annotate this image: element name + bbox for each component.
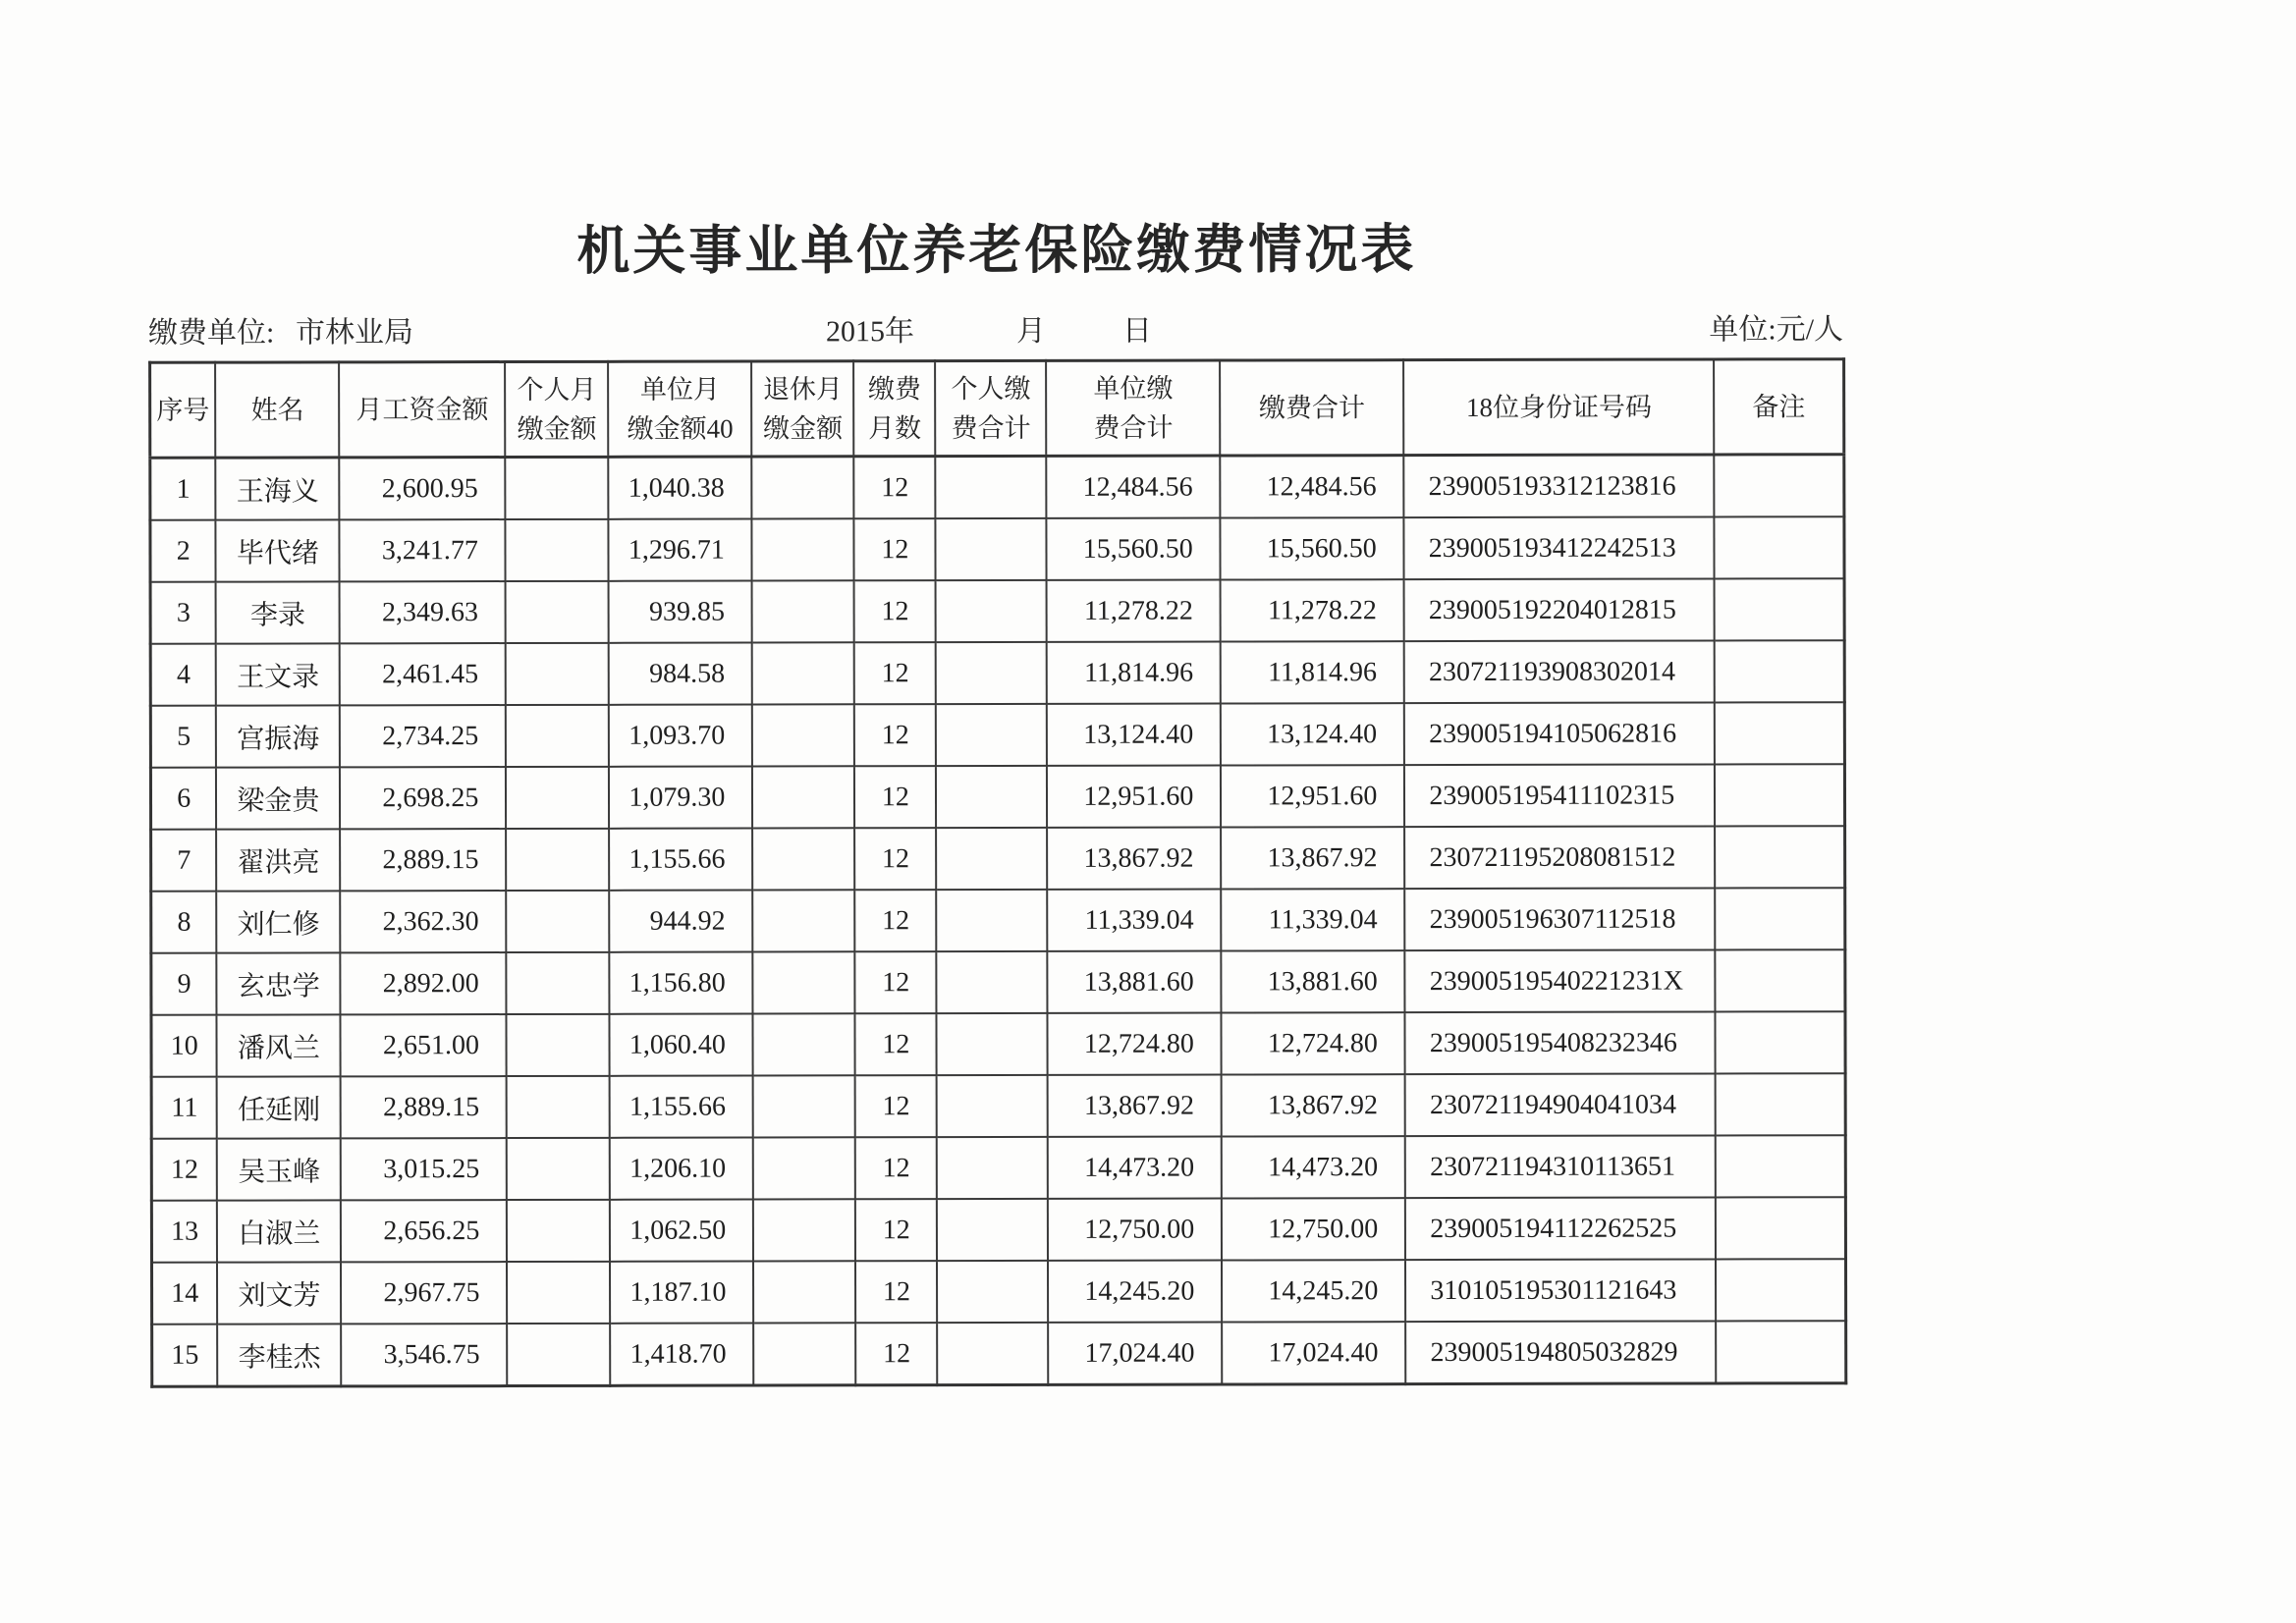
table-cell: 23900519540221231X: [1405, 950, 1716, 1013]
table-cell: 13,881.60: [1222, 950, 1405, 1012]
col-header-personal-total: 个人缴 费合计: [935, 360, 1046, 456]
table-row: [150, 702, 1844, 768]
table-row: [150, 640, 1844, 706]
table-cell: 939.85: [609, 581, 752, 643]
col-header-unit-monthly: 单位月 缴金额40: [609, 361, 752, 457]
table-cell: 吴玉峰: [217, 1138, 341, 1200]
table-cell: 1,418.70: [611, 1324, 754, 1386]
table-cell: [752, 704, 854, 766]
table-cell: [1715, 516, 1844, 578]
table-cell: 13,124.40: [1221, 703, 1404, 765]
table-cell: 984.58: [609, 643, 752, 705]
table-cell: 1,296.71: [609, 519, 752, 581]
table-cell: 13,867.92: [1048, 1075, 1222, 1137]
table-cell: 12: [856, 1323, 938, 1385]
table-row: [151, 1197, 1845, 1263]
table-cell: 1,060.40: [610, 1014, 753, 1076]
table-cell: [936, 704, 1047, 766]
table-cell: 3,015.25: [341, 1138, 507, 1200]
table-cell: [1716, 1135, 1845, 1197]
table-cell: [752, 828, 854, 890]
table-cell: 12,951.60: [1047, 766, 1221, 828]
table-cell: 2: [150, 520, 216, 582]
table-cell: 1,156.80: [610, 952, 753, 1014]
table-cell: 1,155.66: [610, 1076, 753, 1138]
table-cell: 12,724.80: [1048, 1013, 1222, 1075]
table-cell: [1716, 1321, 1845, 1383]
date-day: 日: [1121, 314, 1153, 348]
table-row: [151, 826, 1845, 892]
table-cell: 2,600.95: [340, 458, 506, 520]
table-cell: [752, 642, 854, 704]
table-cell: 3,241.77: [340, 519, 506, 581]
table-cell: 11,339.04: [1222, 889, 1405, 950]
table-cell: 10: [151, 1015, 217, 1077]
table-body: [150, 455, 1846, 1387]
table-cell: 1,206.10: [610, 1138, 753, 1200]
col-header-monthly-salary: 月工资金额: [339, 362, 505, 458]
table-cell: [937, 1075, 1048, 1137]
table-cell: [507, 952, 610, 1014]
table-cell: [506, 581, 609, 643]
table-cell: [753, 1075, 855, 1137]
table-cell: 17,024.40: [1222, 1322, 1405, 1384]
table-cell: 239005192204012815: [1404, 579, 1715, 642]
table-cell: 15: [152, 1325, 218, 1387]
table-cell: 239005193312123816: [1404, 455, 1715, 517]
table-cell: 12,484.56: [1047, 456, 1221, 518]
table-cell: [752, 457, 854, 519]
table-cell: 2,892.00: [341, 952, 507, 1014]
table-row: [151, 1011, 1845, 1077]
table-cell: 刘文芳: [217, 1262, 341, 1324]
table-cell: 13: [151, 1201, 217, 1263]
table-cell: [1715, 640, 1844, 702]
table-cell: [752, 518, 854, 580]
table-cell: 6: [150, 768, 216, 830]
table-cell: 12,951.60: [1221, 765, 1404, 827]
table-cell: 2,461.45: [340, 643, 506, 705]
table-cell: 310105195301121643: [1405, 1260, 1716, 1323]
table-cell: [1716, 1259, 1845, 1321]
table-cell: [936, 518, 1047, 580]
table-cell: 239005195411102315: [1404, 765, 1715, 828]
table-cell: 12: [855, 1199, 937, 1261]
table-row: [150, 516, 1844, 582]
table-cell: 任延刚: [217, 1076, 341, 1138]
table-cell: [506, 705, 609, 767]
table-cell: [506, 767, 609, 829]
table-cell: 239005194112262525: [1405, 1198, 1716, 1261]
table-cell: [753, 1323, 855, 1385]
table-cell: [1716, 1197, 1845, 1259]
table-cell: 13,867.92: [1047, 828, 1221, 890]
table-cell: [936, 766, 1047, 828]
table-cell: 12: [854, 457, 936, 519]
table-cell: [1715, 455, 1844, 517]
table-cell: 239005196307112518: [1404, 889, 1715, 951]
table-cell: [753, 951, 855, 1013]
table-cell: 7: [151, 830, 217, 892]
table-cell: 梁金贵: [216, 767, 340, 829]
table-cell: [1716, 888, 1845, 949]
table-cell: 1,079.30: [609, 767, 752, 829]
table-cell: [937, 951, 1048, 1013]
table-cell: [936, 642, 1047, 704]
table-cell: 宫振海: [216, 705, 340, 767]
table-cell: 14: [151, 1263, 217, 1325]
table-cell: 玄忠学: [217, 952, 341, 1014]
table-cell: 1,155.66: [610, 829, 753, 891]
table-cell: [507, 1262, 610, 1324]
col-header-retire-monthly: 退休月 缴金额: [751, 361, 853, 457]
table-cell: [507, 891, 610, 952]
table-cell: 12,724.80: [1222, 1012, 1405, 1074]
table-cell: 11,814.96: [1221, 641, 1404, 703]
table-cell: [506, 457, 609, 519]
table-cell: 12: [854, 518, 936, 580]
table-cell: [508, 1324, 611, 1386]
table-cell: [506, 519, 609, 581]
table-row: [151, 1135, 1845, 1201]
table-cell: 1: [150, 458, 216, 520]
table-cell: [1715, 764, 1844, 826]
table-row: [151, 949, 1845, 1015]
table-cell: [507, 1076, 610, 1138]
table-cell: 11,278.22: [1221, 579, 1404, 641]
table-cell: 14,245.20: [1048, 1261, 1222, 1323]
table-cell: 12: [855, 1261, 937, 1323]
table-cell: 1,040.38: [609, 457, 752, 519]
table-cell: [1715, 702, 1844, 764]
table-cell: 5: [150, 706, 216, 768]
table-cell: 王海义: [216, 458, 340, 520]
table-cell: 1,093.70: [609, 705, 752, 767]
table-cell: [752, 580, 854, 642]
table-cell: 1,062.50: [610, 1200, 753, 1262]
col-header-remarks: 备注: [1714, 359, 1843, 455]
table-cell: 4: [150, 644, 216, 706]
table-cell: 王文录: [216, 643, 340, 705]
table-cell: [506, 829, 609, 891]
table-cell: 11,814.96: [1047, 642, 1221, 704]
payer-unit-label: 缴费单位:: [147, 316, 275, 350]
table-cell: 2,349.63: [340, 581, 506, 643]
table-row: [150, 455, 1844, 520]
table-row: [151, 1073, 1845, 1139]
table-row: [151, 1259, 1845, 1325]
table-cell: [753, 1261, 855, 1323]
col-header-payment-total: 缴费合计: [1220, 360, 1403, 456]
table-row: [151, 888, 1845, 953]
table-cell: [936, 456, 1047, 518]
table-cell: 2,651.00: [341, 1014, 507, 1076]
table-cell: 刘仁修: [217, 891, 341, 952]
col-header-unit-total: 单位缴 费合计: [1046, 360, 1220, 456]
meta-row: [148, 304, 1845, 355]
table-cell: 12: [855, 890, 937, 951]
table-header: [150, 359, 1844, 459]
table-cell: 230721194904041034: [1405, 1074, 1716, 1137]
table-cell: [937, 1013, 1048, 1075]
table-cell: 毕代绪: [216, 519, 340, 581]
table-cell: [506, 643, 609, 705]
table-cell: 239005195408232346: [1405, 1012, 1716, 1075]
col-header-months: 缴费 月数: [853, 361, 935, 457]
table-cell: 239005193412242513: [1404, 517, 1715, 580]
table-cell: [936, 580, 1047, 642]
table-cell: 白淑兰: [217, 1200, 341, 1262]
table-cell: [937, 890, 1048, 951]
table-cell: 2,656.25: [341, 1200, 507, 1262]
table-cell: 潘风兰: [217, 1014, 341, 1076]
col-header-id-number: 18位身份证号码: [1403, 359, 1714, 456]
table-cell: 2,889.15: [340, 829, 506, 891]
table-cell: 944.92: [610, 891, 753, 952]
table-cell: [937, 1137, 1048, 1199]
table-cell: [937, 1261, 1048, 1323]
table-cell: 15,560.50: [1047, 518, 1221, 580]
date-month: 月: [1015, 314, 1047, 349]
table-cell: 1,187.10: [610, 1262, 753, 1324]
table-cell: 12,750.00: [1222, 1198, 1405, 1260]
table-cell: 12: [151, 1139, 217, 1201]
table-cell: 13,867.92: [1221, 827, 1404, 889]
table-cell: [936, 828, 1047, 890]
page-title: 机关事业单位养老保险缴费情况表: [576, 220, 1417, 281]
table-cell: 12: [854, 828, 936, 890]
table-cell: 230721195208081512: [1404, 827, 1715, 890]
table-cell: [507, 1014, 610, 1076]
table-cell: [753, 1137, 855, 1199]
table-row: [150, 578, 1844, 644]
payer-unit-value: 市林业局: [295, 316, 414, 350]
table-cell: 17,024.40: [1048, 1323, 1222, 1385]
pension-payment-table: [148, 357, 1847, 1388]
table-cell: 李录: [216, 581, 340, 643]
table-cell: 12: [854, 704, 936, 766]
table-row: [152, 1321, 1846, 1386]
date-year: 2015年: [825, 315, 915, 349]
table-cell: [1715, 578, 1844, 640]
table-cell: 12: [855, 1137, 937, 1199]
table-cell: 13,124.40: [1047, 704, 1221, 766]
table-header-row: [150, 359, 1844, 459]
col-header-seq: 序号: [150, 362, 216, 458]
table-cell: [507, 1138, 610, 1200]
table-cell: [753, 890, 855, 951]
table-cell: 12: [854, 766, 936, 828]
table-cell: 11,339.04: [1048, 890, 1222, 951]
col-header-name: 姓名: [215, 362, 339, 458]
table-cell: 2,967.75: [341, 1262, 507, 1324]
table-cell: 李桂杰: [218, 1324, 342, 1386]
table-cell: [937, 1323, 1048, 1385]
table-cell: [507, 1200, 610, 1262]
table-cell: [1716, 1073, 1845, 1135]
table-cell: 15,560.50: [1221, 517, 1404, 579]
table-cell: 12: [855, 951, 937, 1013]
table-cell: 12: [854, 642, 936, 704]
table-cell: [1716, 949, 1845, 1011]
col-header-personal-monthly: 个人月 缴金额: [505, 361, 608, 457]
table-cell: 9: [151, 953, 217, 1015]
table-cell: [752, 766, 854, 828]
table-cell: 13,881.60: [1048, 951, 1222, 1013]
table-cell: 12: [855, 1013, 937, 1075]
table-cell: 230721194310113651: [1405, 1136, 1716, 1199]
table-cell: 14,473.20: [1048, 1137, 1222, 1199]
table-cell: [937, 1199, 1048, 1261]
table-cell: [753, 1013, 855, 1075]
table-cell: [1716, 1011, 1845, 1073]
table-row: [150, 764, 1844, 830]
table-cell: 2,698.25: [340, 767, 506, 829]
table-cell: 翟洪亮: [216, 829, 340, 891]
table-cell: [753, 1199, 855, 1261]
table-cell: 2,734.25: [340, 705, 506, 767]
table-cell: 2,362.30: [341, 891, 507, 952]
table-cell: [1715, 826, 1844, 888]
table-cell: 12,750.00: [1048, 1199, 1222, 1261]
table-cell: 12: [854, 580, 936, 642]
table-cell: 239005194805032829: [1405, 1322, 1716, 1384]
table-cell: 12: [855, 1075, 937, 1137]
table-cell: 2,889.15: [341, 1076, 507, 1138]
table-cell: 14,245.20: [1222, 1260, 1405, 1322]
table-cell: 8: [151, 892, 217, 953]
table-cell: 239005194105062816: [1404, 703, 1715, 766]
table-cell: 3: [150, 582, 216, 644]
table-cell: 14,473.20: [1222, 1136, 1405, 1198]
table-cell: 12,484.56: [1221, 456, 1404, 518]
table-cell: 230721193908302014: [1404, 641, 1715, 704]
table-cell: 11: [151, 1077, 217, 1139]
table-cell: 13,867.92: [1222, 1074, 1405, 1136]
table-cell: 11,278.22: [1047, 580, 1221, 642]
unit-note: 单位:元/人: [1709, 313, 1844, 347]
document-content: [148, 200, 1848, 1388]
table-cell: 3,546.75: [341, 1324, 507, 1386]
